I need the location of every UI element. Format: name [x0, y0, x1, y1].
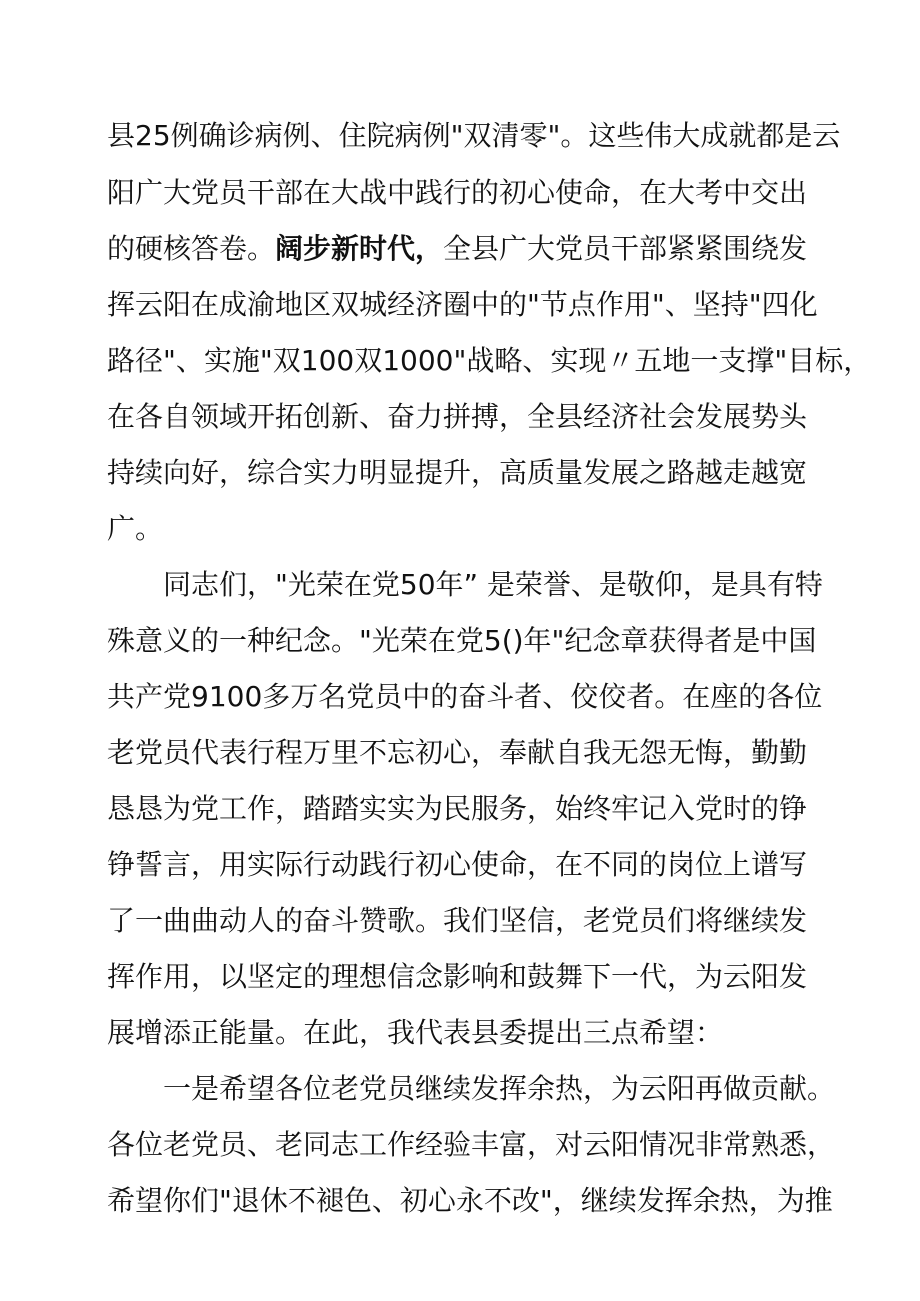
line-text: 了一曲曲动人的奋斗赞歌。我们坚信，老党员们将继续发 — [107, 904, 808, 937]
text-line-5 — [107, 341, 871, 381]
line-text: 广。 — [107, 512, 164, 545]
text-line-8 — [107, 509, 163, 549]
line-text: 同志们，"光荣在党50年” 是荣誉、是敬仰，是具有特 — [163, 568, 823, 601]
line-text: 殊意义的一种纪念。"光荣在党5()年"纪念章获得者是中国 — [107, 624, 817, 657]
text-line-9 — [163, 565, 823, 605]
text-line-1 — [107, 116, 840, 156]
line-text: 展增添正能量。在此，我代表县委提出三点希望： — [107, 1016, 724, 1049]
line-text: 县25例确诊病例、住院病例"双清零"。这些伟大成就都是云 — [107, 119, 841, 152]
line-text: 全县广大党员干部紧紧围绕发 — [443, 232, 808, 265]
line-text: 各位老党员、老同志工作经验丰富，对云阳情况非常熟悉， — [107, 1128, 836, 1161]
bold-heading-phrase: 阔步新时代， — [275, 232, 444, 265]
line-text: 阳广大党员干部在大战中践行的初心使命，在大考中交出 — [107, 176, 808, 209]
line-text: 挥作用，以坚定的理想信念影响和鼓舞下一代，为云阳发 — [107, 960, 808, 993]
text-line-3 — [107, 229, 807, 269]
text-line-20 — [107, 1181, 833, 1221]
text-line-2 — [107, 173, 807, 213]
text-line-19 — [107, 1125, 835, 1165]
line-text: 路径"、实施"双100双1000"战略、实现〃五地一支撑"目标， — [107, 344, 872, 377]
text-line-17 — [107, 1013, 723, 1053]
text-line-18 — [163, 1069, 835, 1109]
line-text: 老党员代表行程万里不忘初心，奉献自我无怨无悔，勤勤 — [107, 736, 808, 769]
text-line-10 — [107, 621, 816, 661]
text-line-7 — [107, 453, 807, 493]
line-text: 恳恳为党工作，踏踏实实为民服务，始终牢记入党时的铮 — [107, 792, 808, 825]
text-line-6 — [107, 397, 807, 437]
text-line-4 — [107, 285, 818, 325]
line-text: 在各自领域开拓创新、奋力拼搏，全县经济社会发展势头 — [107, 400, 808, 433]
line-text: 持续向好，综合实力明显提升，高质量发展之路越走越宽 — [107, 456, 808, 489]
text-line-16 — [107, 957, 807, 997]
text-line-11 — [107, 677, 822, 717]
text-line-12 — [107, 733, 807, 773]
text-line-14 — [107, 845, 807, 885]
line-text: 希望你们"退休不褪色、初心永不改"，继续发挥余热，为推 — [107, 1184, 833, 1217]
text-line-13 — [107, 789, 807, 829]
line-text: 的硬核答卷。 — [107, 232, 276, 265]
text-line-15 — [107, 901, 807, 941]
line-text: 共产党9100多万名党员中的奋斗者、佼佼者。在座的各位 — [107, 680, 823, 713]
line-text: 铮誓言，用实际行动践行初心使命，在不同的岗位上谱写 — [107, 848, 808, 881]
line-text: 一是希望各位老党员继续发挥余热，为云阳再做贡献。 — [163, 1072, 836, 1105]
line-text: 挥云阳在成渝地区双城经济圈中的"节点作用"、坚持"四化 — [107, 288, 818, 321]
